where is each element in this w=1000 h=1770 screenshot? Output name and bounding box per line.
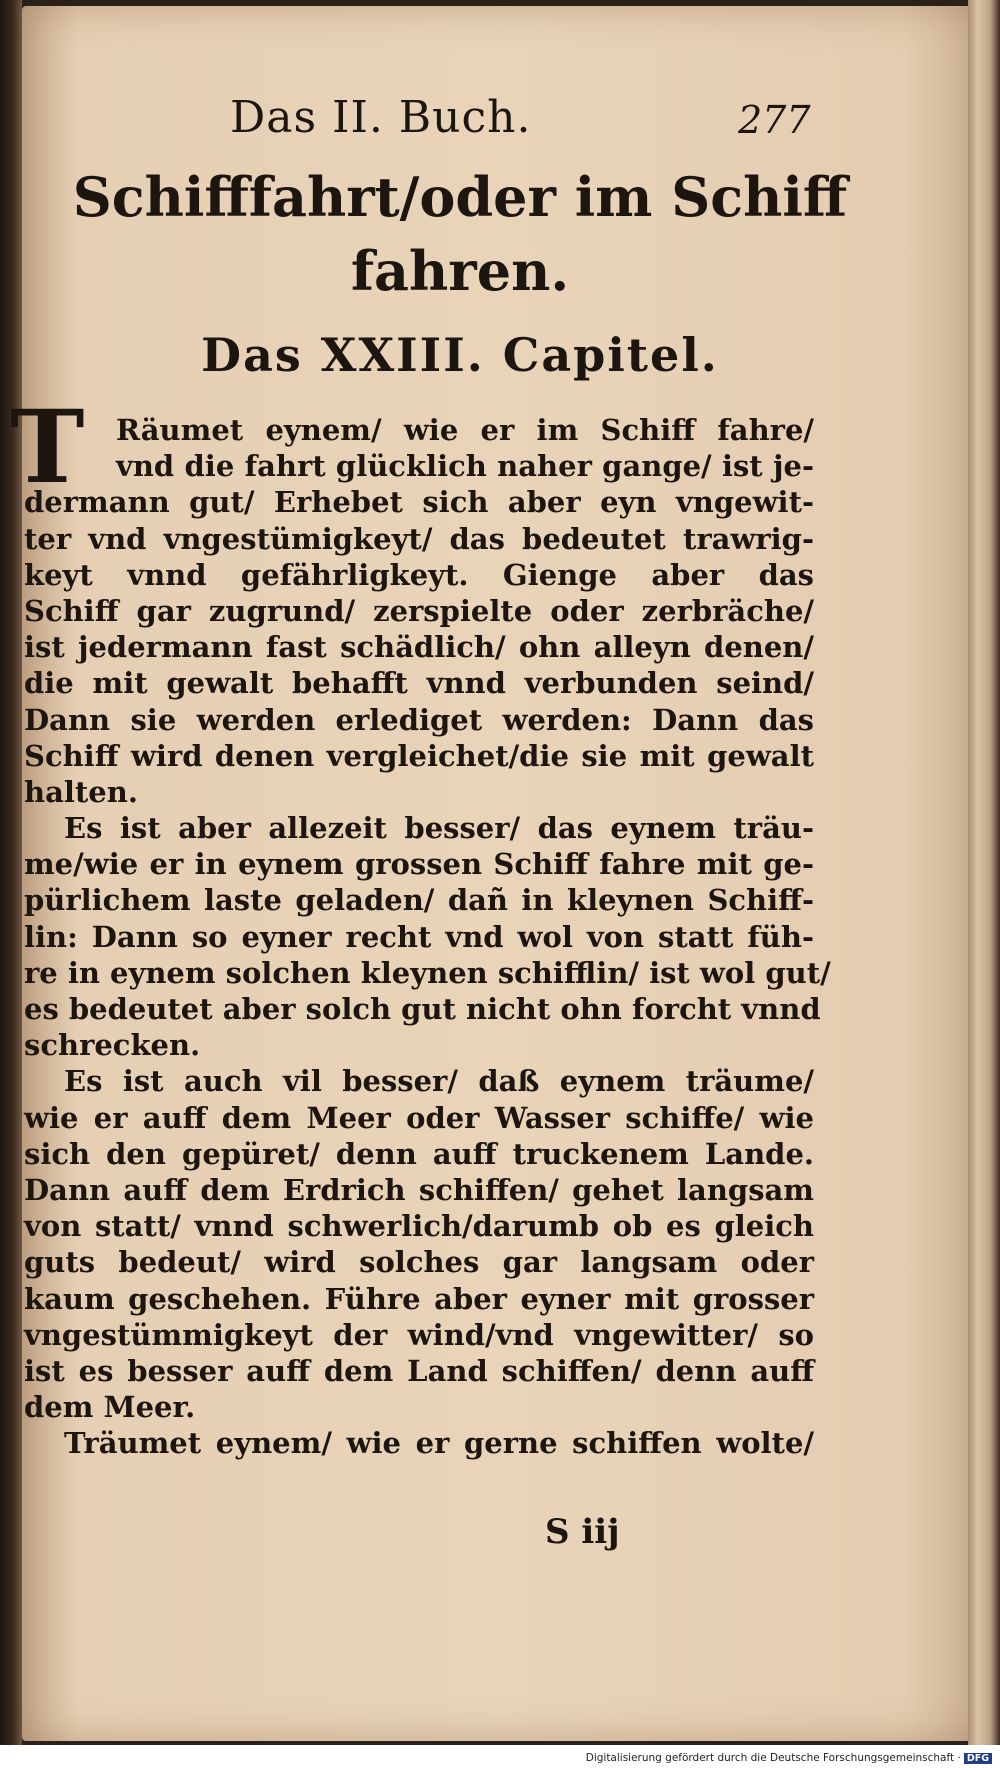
text-line: guts bedeut/ wird solches gar langsam oder xyxy=(24,1245,814,1280)
page-header xyxy=(230,92,810,152)
text-line: ist es besser auff dem Land schiffen/ denn auff xyxy=(24,1353,814,1388)
paragraph xyxy=(24,412,814,484)
text-line: schrecken. xyxy=(24,1028,201,1063)
text-line: keyt vnnd gefährligkeyt. Gienge aber das xyxy=(24,557,814,592)
page-number: 277 xyxy=(738,98,811,142)
text-line: wie er auff dem Meer oder Wasser schiffe/ wie xyxy=(24,1100,814,1135)
paragraph xyxy=(24,1063,814,1425)
book-spine xyxy=(0,0,22,1770)
text-line: vnd die fahrt glücklich naher gange/ ist je- xyxy=(116,449,814,484)
text-line: Träumet eynem/ wie er gerne schiffen wolte/ xyxy=(64,1426,814,1461)
signature-mark: S iij xyxy=(545,1512,620,1552)
text-line: Schiff wird denen vergleichet/die sie mit gewalt xyxy=(24,738,814,773)
text-line: ist jedermann fast schädlich/ ohn alleyn denen/ xyxy=(24,630,814,665)
page-edge xyxy=(968,0,1000,1745)
digitization-credit: Digitalisierung gefördert durch die Deutsche Forschungsgemeinschaft · DFG xyxy=(586,1752,992,1764)
text-line: Es ist auch vil besser/ daß eynem träume/ xyxy=(64,1064,814,1099)
chapter-title xyxy=(60,160,860,308)
text-line: Dann sie werden erlediget werden: Dann das xyxy=(24,702,814,737)
text-line: vngestümmigkeyt der wind/vnd vngewitter/ so xyxy=(24,1317,814,1352)
running-head: Das II. Buch. xyxy=(230,92,532,143)
text-line: halten. xyxy=(24,774,138,809)
text-line: Dann auff dem Erdrich schiffen/ gehet langsam xyxy=(24,1172,814,1207)
credit-text: Digitalisierung gefördert durch die Deutsche Forschungsgemeinschaft xyxy=(585,1752,955,1764)
paragraph xyxy=(24,810,831,1063)
text-line: re in eynem solchen kleynen schifflin/ ist wol gut/ xyxy=(24,955,831,990)
chapter-title-line: fahren. xyxy=(350,239,570,303)
text-line: sich den gepüret/ denn auff truckenem Lande. xyxy=(24,1136,814,1171)
drop-cap: T xyxy=(10,388,85,506)
text-line: dermann gut/ Erhebet sich aber eyn vngewit- xyxy=(24,485,814,520)
chapter-title-line: Schifffahrt/oder im Schiff xyxy=(72,165,848,229)
text-line: kaum geschehen. Führe aber eyner mit grosser xyxy=(24,1281,814,1316)
text-line: es bedeutet aber solch gut nicht ohn forcht vnnd xyxy=(24,992,821,1026)
paragraph xyxy=(24,484,814,810)
text-line: lin: Dann so eyner recht vnd wol von statt füh- xyxy=(24,919,814,954)
text-line: pürlichem laste geladen/ dañ in kleynen Schiff- xyxy=(24,883,814,918)
chapter-heading: Das XXIII. Capitel. xyxy=(201,328,719,382)
text-line: von statt/ vnnd schwerlich/darumb ob es gleich xyxy=(24,1209,814,1244)
dfg-logo-icon: DFG xyxy=(964,1753,992,1764)
text-line: ter vnd vngestümigkeyt/ das bedeutet trawrig- xyxy=(24,521,814,556)
text-line: die mit gewalt behafft vnnd verbunden seind/ xyxy=(24,666,814,701)
text-line: Schiff gar zugrund/ zerspielte oder zerbräche/ xyxy=(24,593,814,628)
text-line: dem Meer. xyxy=(24,1390,196,1425)
text-line: Es ist aber allezeit besser/ das eynem träu- xyxy=(64,811,814,846)
text-line: me/wie er in eynem grossen Schiff fahre mit ge- xyxy=(24,847,814,882)
body-text xyxy=(24,412,831,1461)
paragraph xyxy=(24,1425,814,1461)
text-line: Räumet eynem/ wie er im Schiff fahre/ xyxy=(116,413,814,447)
